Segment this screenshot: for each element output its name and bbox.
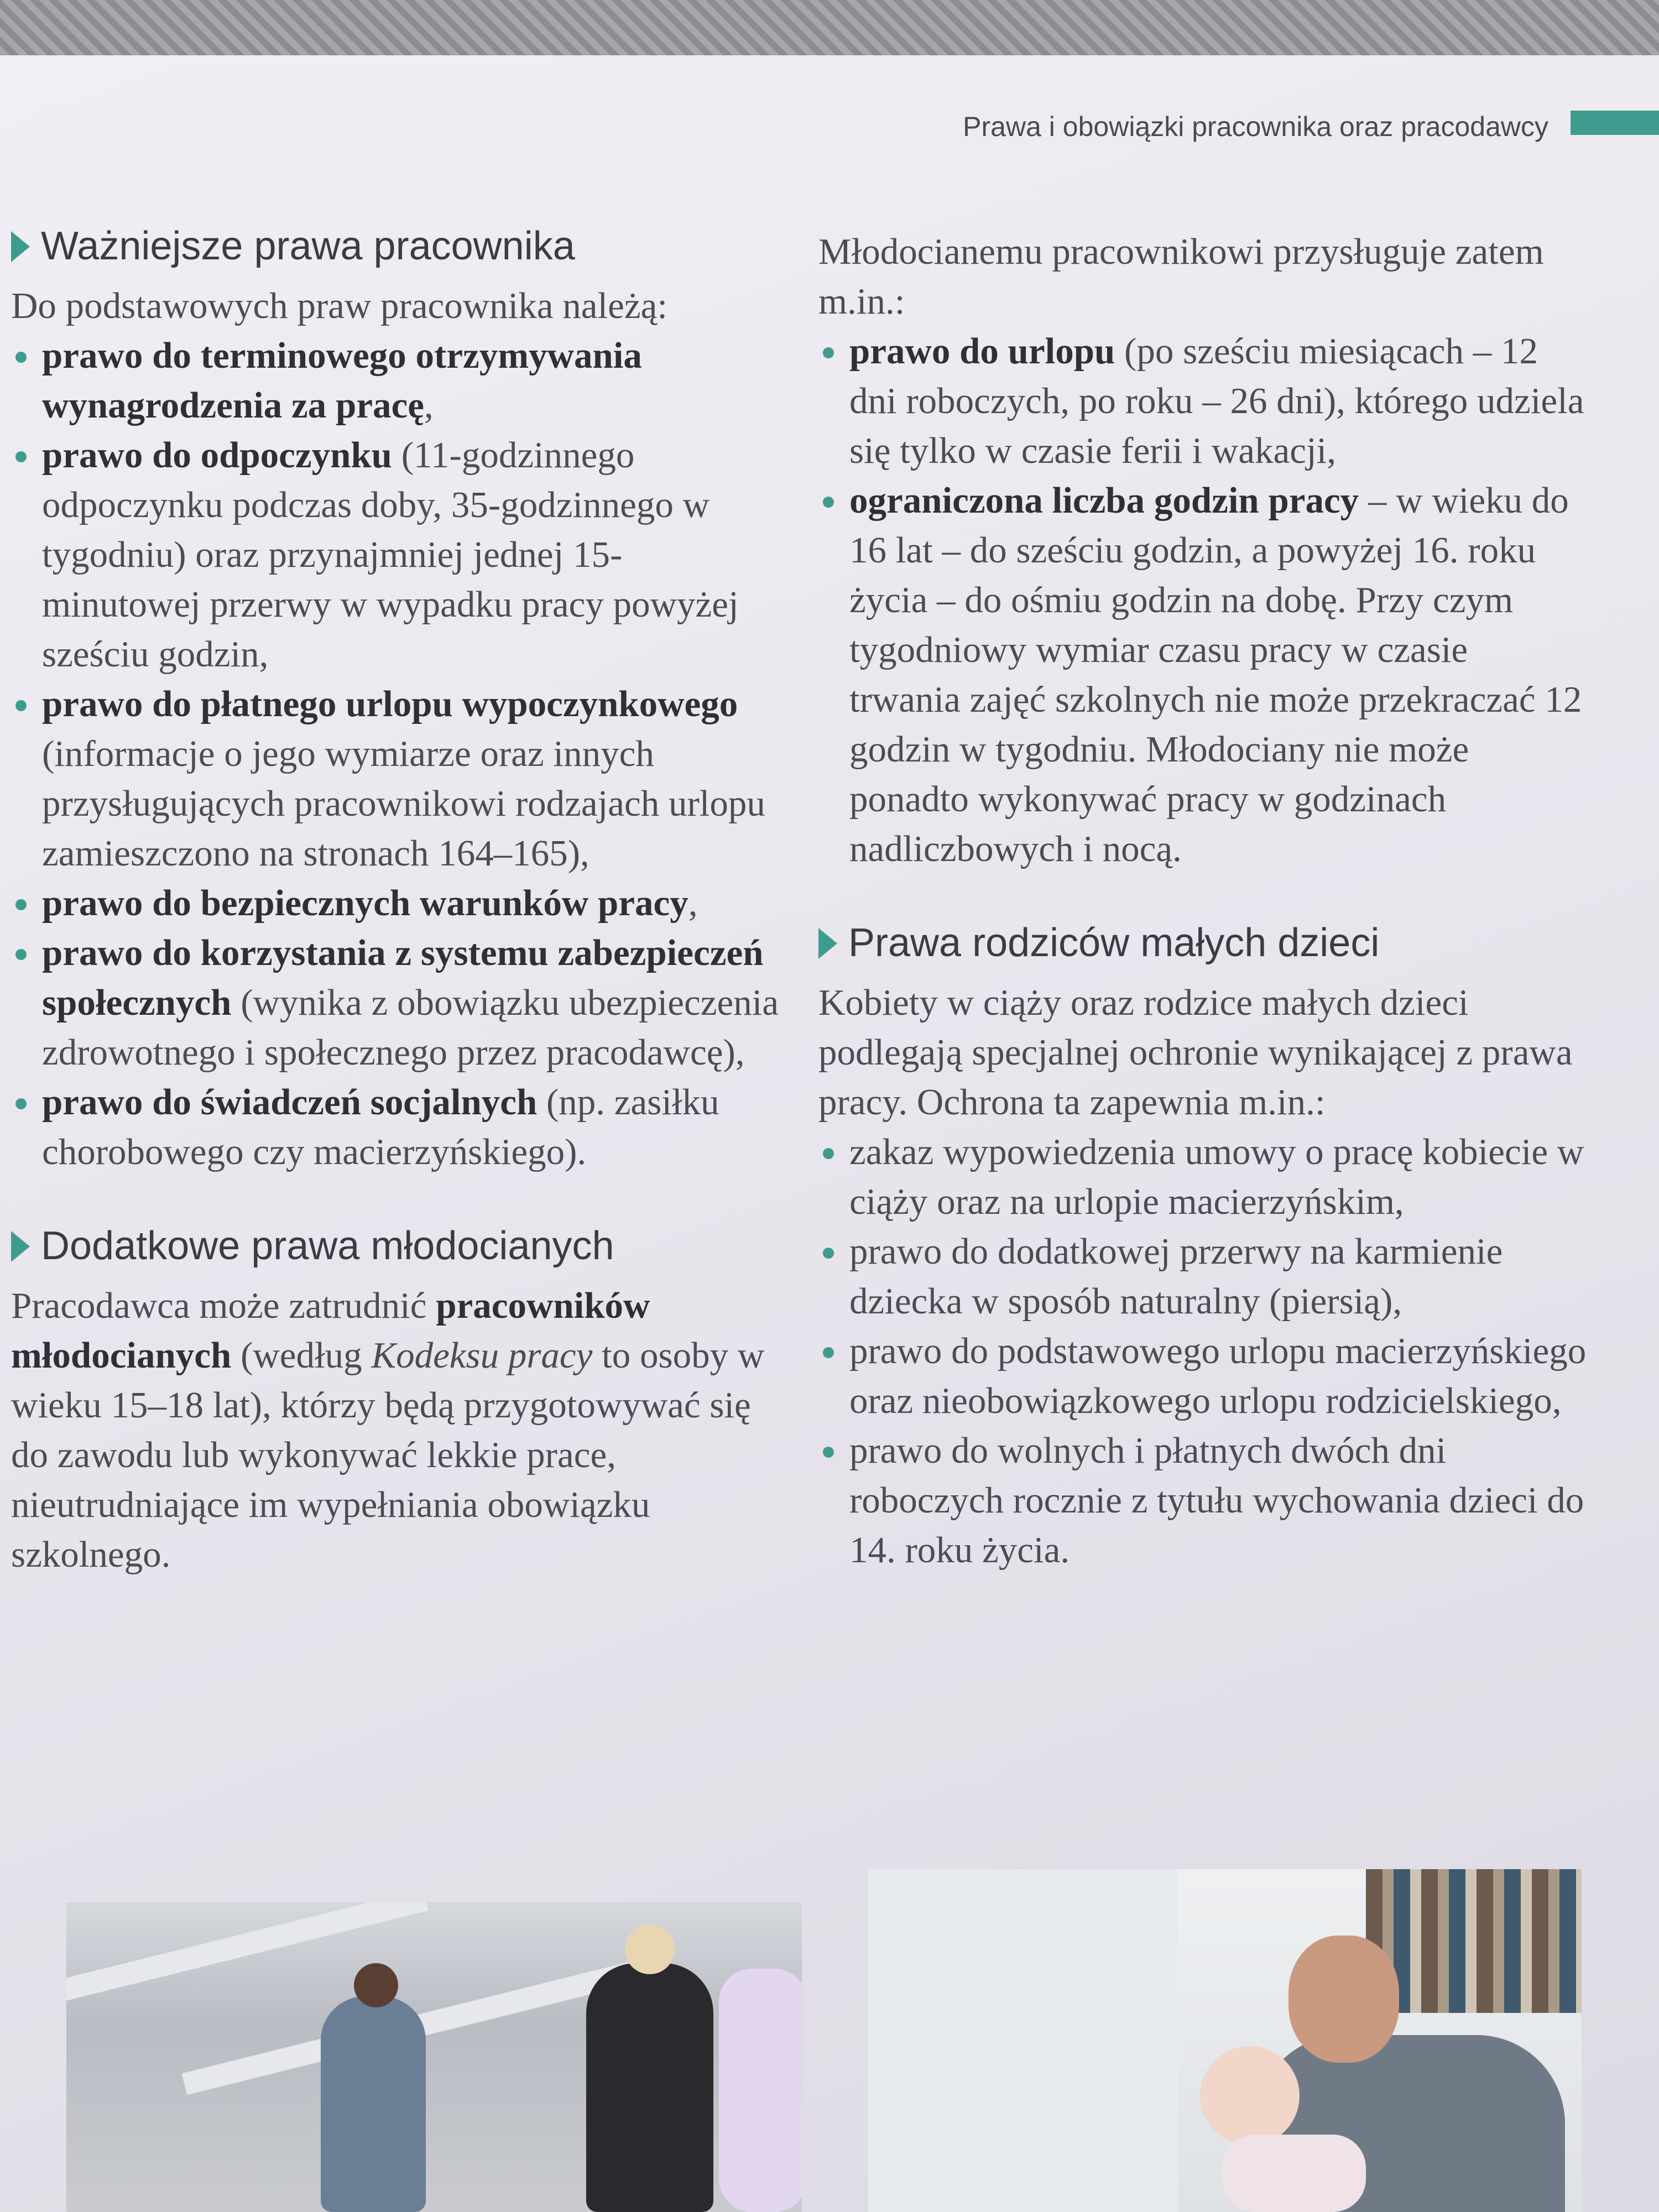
- left-column: [11, 221, 780, 1579]
- bullet-icon: [15, 1098, 27, 1109]
- section-intro: Do podstawowych praw pracownika należą:: [11, 285, 667, 326]
- wall-decoration: [719, 1969, 802, 2212]
- father-head: [1288, 1936, 1399, 2063]
- triangle-arrow-icon: [818, 928, 837, 959]
- fitness-photo: [66, 1902, 802, 2212]
- bullet-icon: [823, 1148, 834, 1159]
- bullet-icon: [823, 347, 834, 358]
- juvenile-rights-list: [818, 326, 1587, 874]
- instructor-head: [625, 1924, 675, 1974]
- triangle-arrow-icon: [11, 231, 30, 262]
- triangle-arrow-icon: [11, 1231, 30, 1262]
- list-item: prawo do urlopu (po sześciu miesiącach – 12 dni roboczych, po roku – 26 dni), którego udziela się tylko w czasie ferii i wakacji,: [818, 326, 1587, 476]
- section-heading-juvenile-rights: Dodatkowe prawa młodocianych: [11, 1221, 780, 1271]
- bullet-icon: [15, 899, 27, 910]
- list-item: prawo do płatnego urlopu wypoczynkowego (informacje o jego wymiarze oraz innych przysługujących pracownikowi rodzajach urlopu zamieszczono na stronach 164–165),: [11, 679, 780, 878]
- list-item: prawo do świadczeń socjalnych (np. zasiłku chorobowego czy macierzyńskiego).: [11, 1077, 780, 1177]
- section-heading-parents-rights: Prawa rodziców małych dzieci: [818, 918, 1587, 968]
- list-item: prawo do dodatkowej przerwy na karmienie dziecka w sposób naturalny (piersią),: [818, 1227, 1587, 1326]
- list-item: prawo do wolnych i płatnych dwóch dni roboczych rocznie z tytułu wychowania dzieci do 14. roku życia.: [818, 1426, 1587, 1575]
- bullet-icon: [823, 1248, 834, 1259]
- bullet-icon: [15, 700, 27, 711]
- list-item: prawo do podstawowego urlopu macierzyńskiego oraz nieobowiązkowego urlopu rodzicielskiego,: [818, 1326, 1587, 1426]
- list-item: prawo do korzystania z systemu zabezpieczeń społecznych (wynika z obowiązku ubezpieczenia zdrowotnego i społecznego przez pracodawcę),: [11, 928, 780, 1077]
- juvenile-intro: Młodocianemu pracownikowi przysługuje zatem m.in.:: [818, 231, 1544, 322]
- baby-body: [1222, 2135, 1366, 2212]
- parents-intro: Kobiety w ciąży oraz rodzice małych dzieci podlegają specjalnej ochronie wynikającej z prawa pracy. Ochrona ta zapewnia m.in.:: [818, 982, 1573, 1123]
- bullet-icon: [15, 352, 27, 363]
- section-heading-employee-rights: Ważniejsze prawa pracownika: [11, 221, 780, 271]
- list-item: zakaz wypowiedzenia umowy o pracę kobiecie w ciąży oraz na urlopie macierzyńskim,: [818, 1127, 1587, 1227]
- right-column: [818, 227, 1587, 1575]
- parents-rights-list: [818, 1127, 1587, 1575]
- juvenile-paragraph: Pracodawca może zatrudnić pracowników młodocianych (według Kodeksu pracy to osoby w wieku 15–18 lat), którzy będą przygotowywać się do zawodu lub wykonywać lekkie prace, nieutrudniające im wypełniania obowiązku szkolnego.: [11, 1285, 765, 1575]
- accent-bar: [1571, 111, 1659, 135]
- baby-head: [1200, 2046, 1300, 2146]
- list-item: prawo do terminowego otrzymywania wynagrodzenia za pracę,: [11, 331, 780, 430]
- window-area: [868, 1869, 1178, 2212]
- list-item: prawo do odpoczynku (11-godzinnego odpoczynku podczas doby, 35-godzinnego w tygodniu) oraz przynajmniej jednej 15-minutowej przerwy w wypadku pracy powyżej sześciu godzin,: [11, 430, 780, 679]
- woman-head: [354, 1963, 398, 2007]
- bullet-icon: [15, 949, 27, 960]
- bullet-icon: [823, 497, 834, 508]
- woman-figure: [321, 1996, 426, 2212]
- instructor-figure: [586, 1963, 713, 2212]
- employee-rights-list: [11, 331, 780, 1177]
- family-photo: [868, 1869, 1582, 2212]
- bullet-icon: [823, 1447, 834, 1458]
- bullet-icon: [15, 451, 27, 462]
- list-item: ograniczona liczba godzin pracy – w wieku do 16 lat – do sześciu godzin, a powyżej 16. roku życia – do ośmiu godzin na dobę. Przy czym tygodniowy wymiar czasu pracy w czasie trwania zajęć szkolnych nie może przekraczać 12 godzin w tygodniu. Młodociany nie może ponadto wykonywać pracy w godzinach nadliczbowych i nocą.: [818, 476, 1587, 874]
- running-head: Prawa i obowiązki pracownika oraz pracodawcy: [963, 111, 1548, 142]
- list-item: prawo do bezpiecznych warunków pracy,: [11, 878, 780, 928]
- bullet-icon: [823, 1347, 834, 1358]
